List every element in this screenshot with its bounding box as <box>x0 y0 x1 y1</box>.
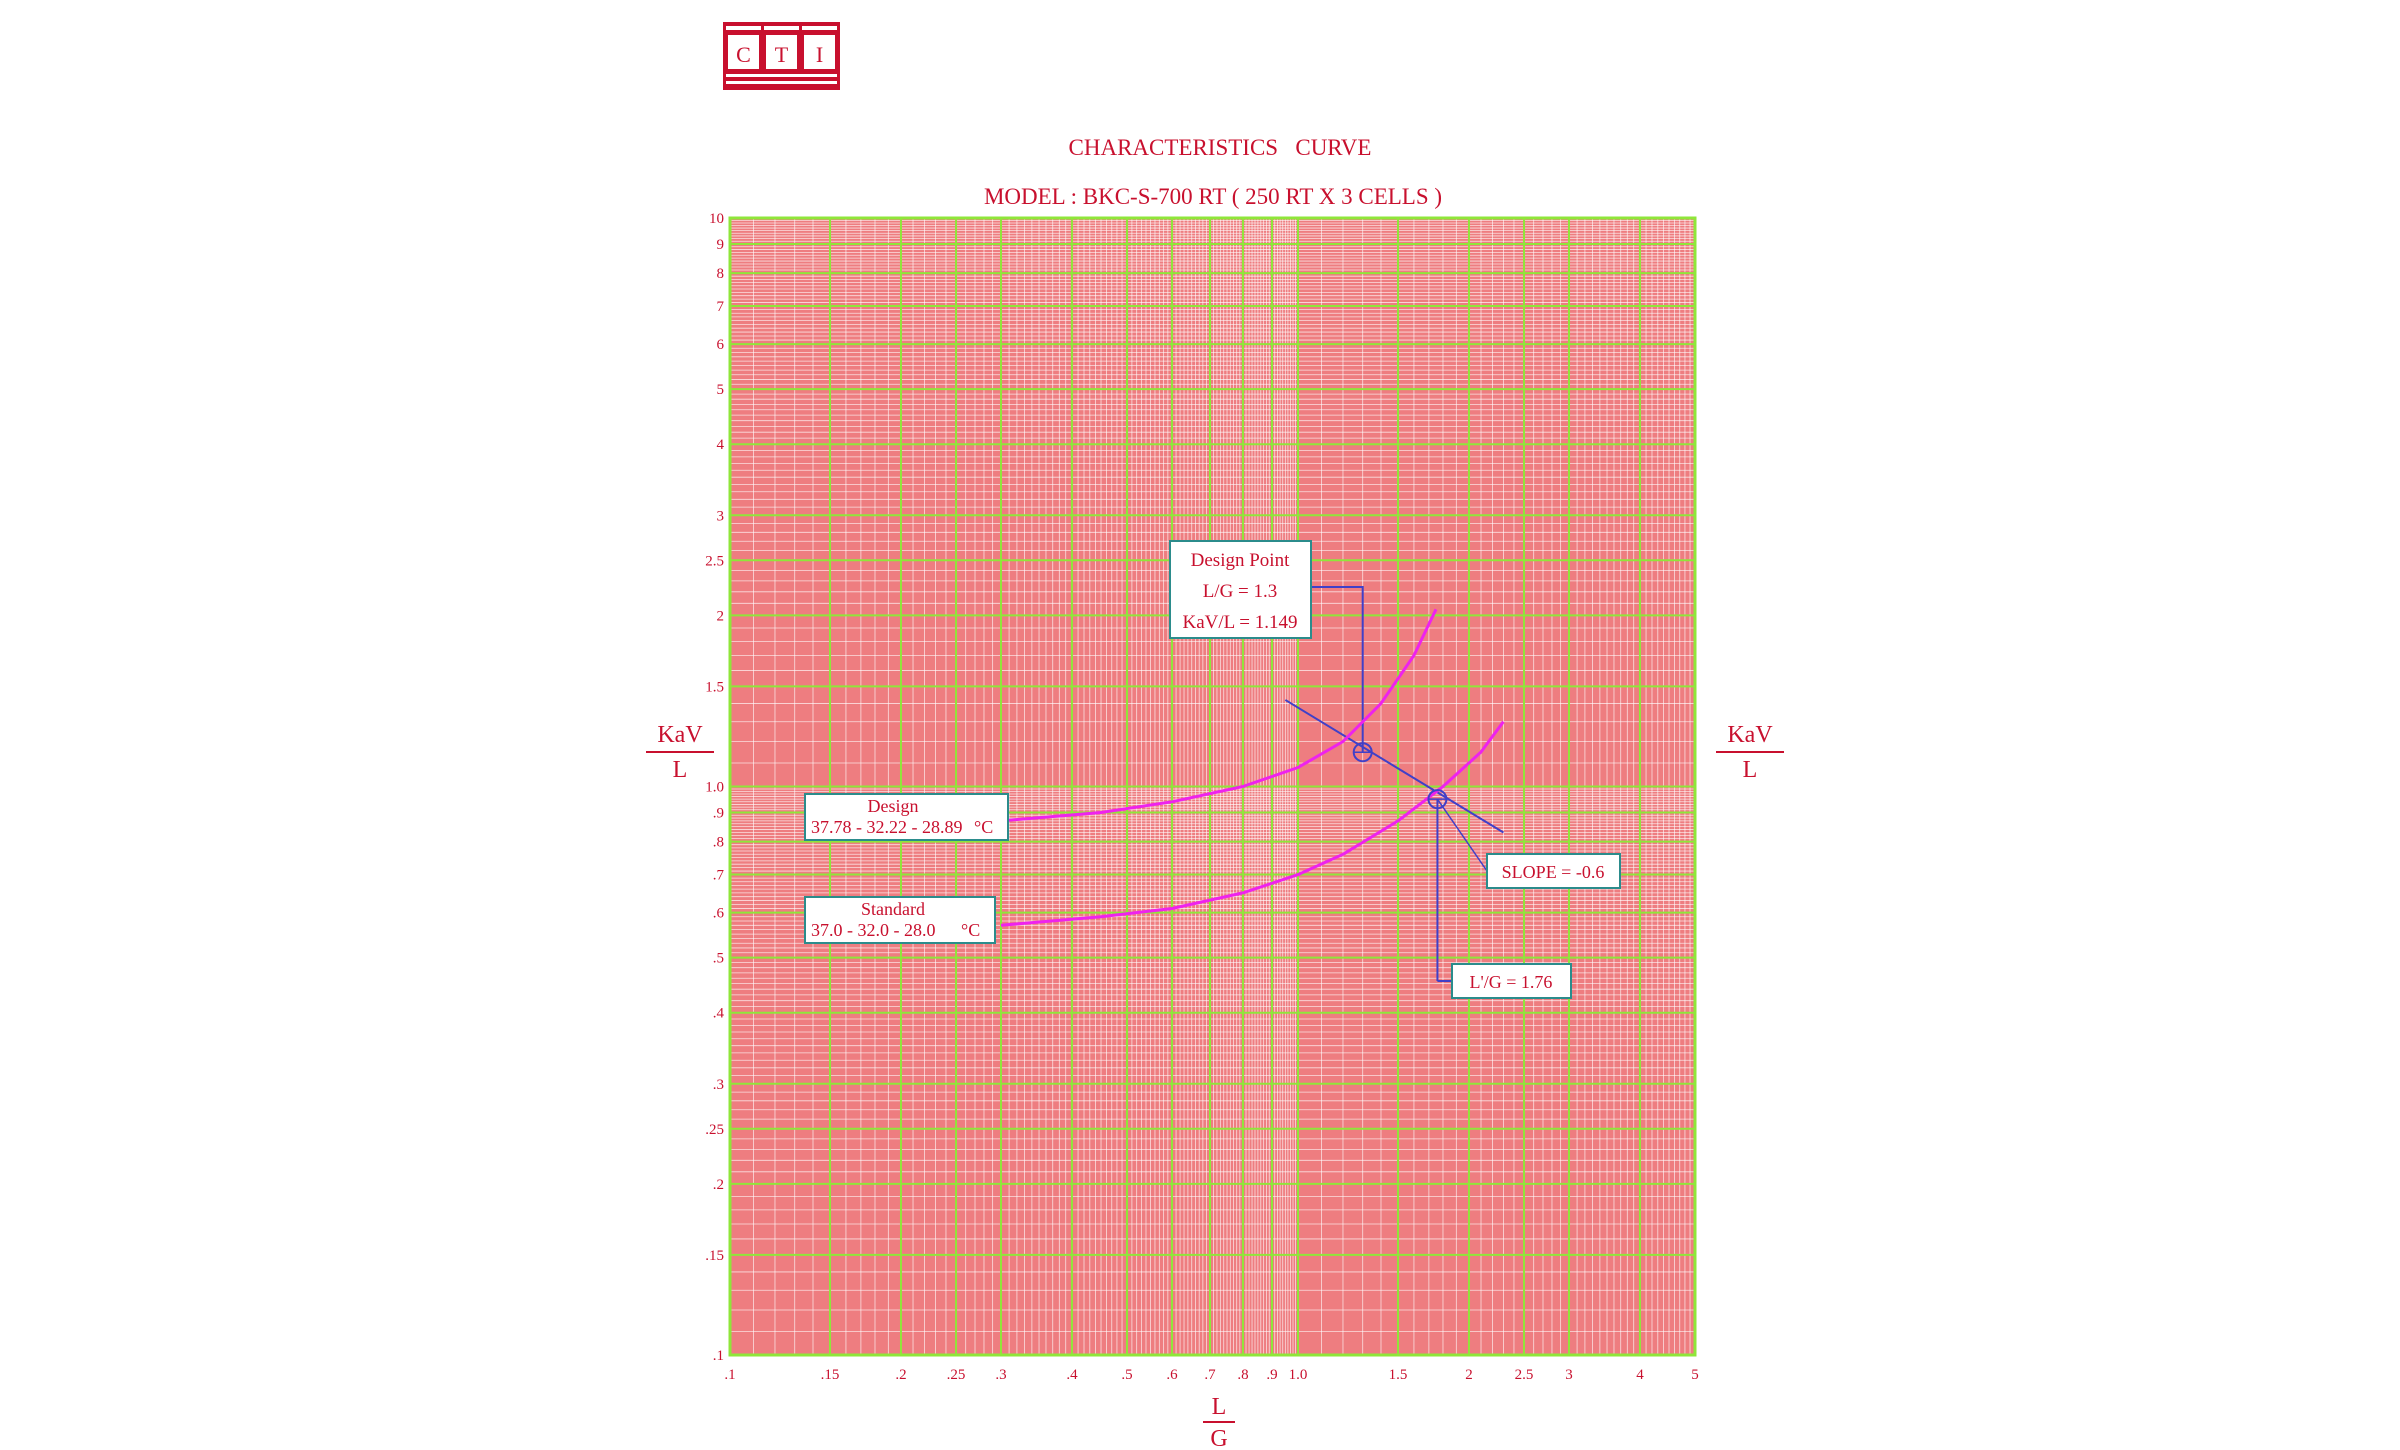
slope-box <box>1487 854 1620 888</box>
x-tick-label: .8 <box>1237 1367 1249 1383</box>
standard-condition-box-title: Standard <box>861 899 925 919</box>
y-tick-label: 1.5 <box>705 679 724 696</box>
slope-box-text: SLOPE = -0.6 <box>1501 862 1605 882</box>
x-tick-label: .3 <box>995 1367 1007 1383</box>
y-tick-label: .25 <box>705 1121 724 1138</box>
y-tick-label: .7 <box>712 867 724 884</box>
y-tick-label: .1 <box>712 1348 724 1364</box>
x-tick-label: 2.5 <box>1514 1367 1534 1383</box>
design-condition-box-unit: °C <box>974 817 994 837</box>
y-axis-label-left <box>646 722 714 783</box>
y-axis-label-right-den: L <box>1742 757 1758 783</box>
x-tick-label: 1.5 <box>1388 1367 1408 1383</box>
chart-subtitle: MODEL : BKC-S-700 RT ( 250 RT X 3 CELLS ) <box>983 184 1443 209</box>
y-tick-label: .15 <box>705 1247 724 1264</box>
y-axis-label-right-num: KaV <box>1727 722 1773 748</box>
x-axis-label <box>1203 1394 1235 1450</box>
x-tick-label: .6 <box>1166 1367 1178 1383</box>
y-axis-label-left-num: KaV <box>657 722 703 748</box>
design-point-box-title: Design Point <box>1190 550 1290 571</box>
design-point-box-kavl: KaV/L = 1.149 <box>1182 612 1298 633</box>
logo-letter-c: C <box>736 42 751 67</box>
y-tick-labels <box>705 211 724 1364</box>
x-tick-label: .1 <box>724 1367 736 1383</box>
y-tick-label: .2 <box>712 1176 724 1193</box>
y-tick-label: 3 <box>716 508 724 525</box>
x-tick-label: 2 <box>1465 1367 1473 1383</box>
y-axis-label-right <box>1716 722 1784 783</box>
x-tick-label: .5 <box>1121 1367 1133 1383</box>
x-tick-label: .4 <box>1066 1367 1078 1383</box>
x-axis-label-num: L <box>1211 1394 1227 1420</box>
y-tick-label: 7 <box>716 299 724 316</box>
y-tick-label: 6 <box>716 337 724 354</box>
standard-condition-box-unit: °C <box>961 920 981 940</box>
y-tick-label: 2 <box>716 608 724 625</box>
y-tick-label: .8 <box>712 834 724 851</box>
lg-result-box-text: L'/G = 1.76 <box>1469 972 1553 992</box>
x-tick-label: .15 <box>820 1367 840 1383</box>
design-condition-box-temps: 37.78 - 32.22 - 28.89 <box>811 817 963 837</box>
lg-result-box <box>1452 964 1571 998</box>
x-axis-label-den: G <box>1210 1426 1228 1450</box>
design-point-box <box>1170 541 1311 638</box>
y-tick-label: .6 <box>712 905 724 922</box>
y-tick-label: 10 <box>709 211 724 227</box>
logo-letter-t: T <box>774 42 789 67</box>
standard-condition-box <box>805 897 995 943</box>
x-tick-label: 5 <box>1691 1367 1699 1383</box>
y-tick-label: 2.5 <box>705 553 724 570</box>
y-tick-label: .9 <box>712 805 724 822</box>
cti-logo <box>723 22 840 90</box>
logo-letter-i: I <box>815 42 824 67</box>
y-tick-label: 9 <box>716 237 724 254</box>
y-tick-label: .4 <box>712 1005 724 1022</box>
chart-title: CHARACTERISTICS CURVE <box>1068 135 1372 160</box>
standard-condition-box-temps: 37.0 - 32.0 - 28.0 <box>811 920 936 940</box>
y-tick-label: 5 <box>716 382 724 399</box>
major-gridlines <box>730 218 1695 1355</box>
x-tick-label: 4 <box>1636 1367 1644 1383</box>
y-axis-label-left-den: L <box>672 757 688 783</box>
y-tick-label: 1.0 <box>705 779 724 796</box>
design-condition-box-title: Design <box>867 796 919 816</box>
x-tick-labels <box>724 1367 1698 1383</box>
y-tick-label: 8 <box>716 266 724 283</box>
design-point-box-lg: L/G = 1.3 <box>1202 581 1278 602</box>
x-tick-label: .25 <box>946 1367 966 1383</box>
y-tick-label: .3 <box>712 1076 724 1093</box>
design-condition-box <box>805 794 1008 840</box>
x-tick-label: .9 <box>1266 1367 1278 1383</box>
y-tick-label: 4 <box>716 437 724 454</box>
x-tick-label: .2 <box>895 1367 907 1383</box>
x-tick-label: .7 <box>1204 1367 1216 1383</box>
x-tick-label: 3 <box>1565 1367 1573 1383</box>
x-tick-label: 1.0 <box>1288 1367 1308 1383</box>
y-tick-label: .5 <box>712 950 724 967</box>
